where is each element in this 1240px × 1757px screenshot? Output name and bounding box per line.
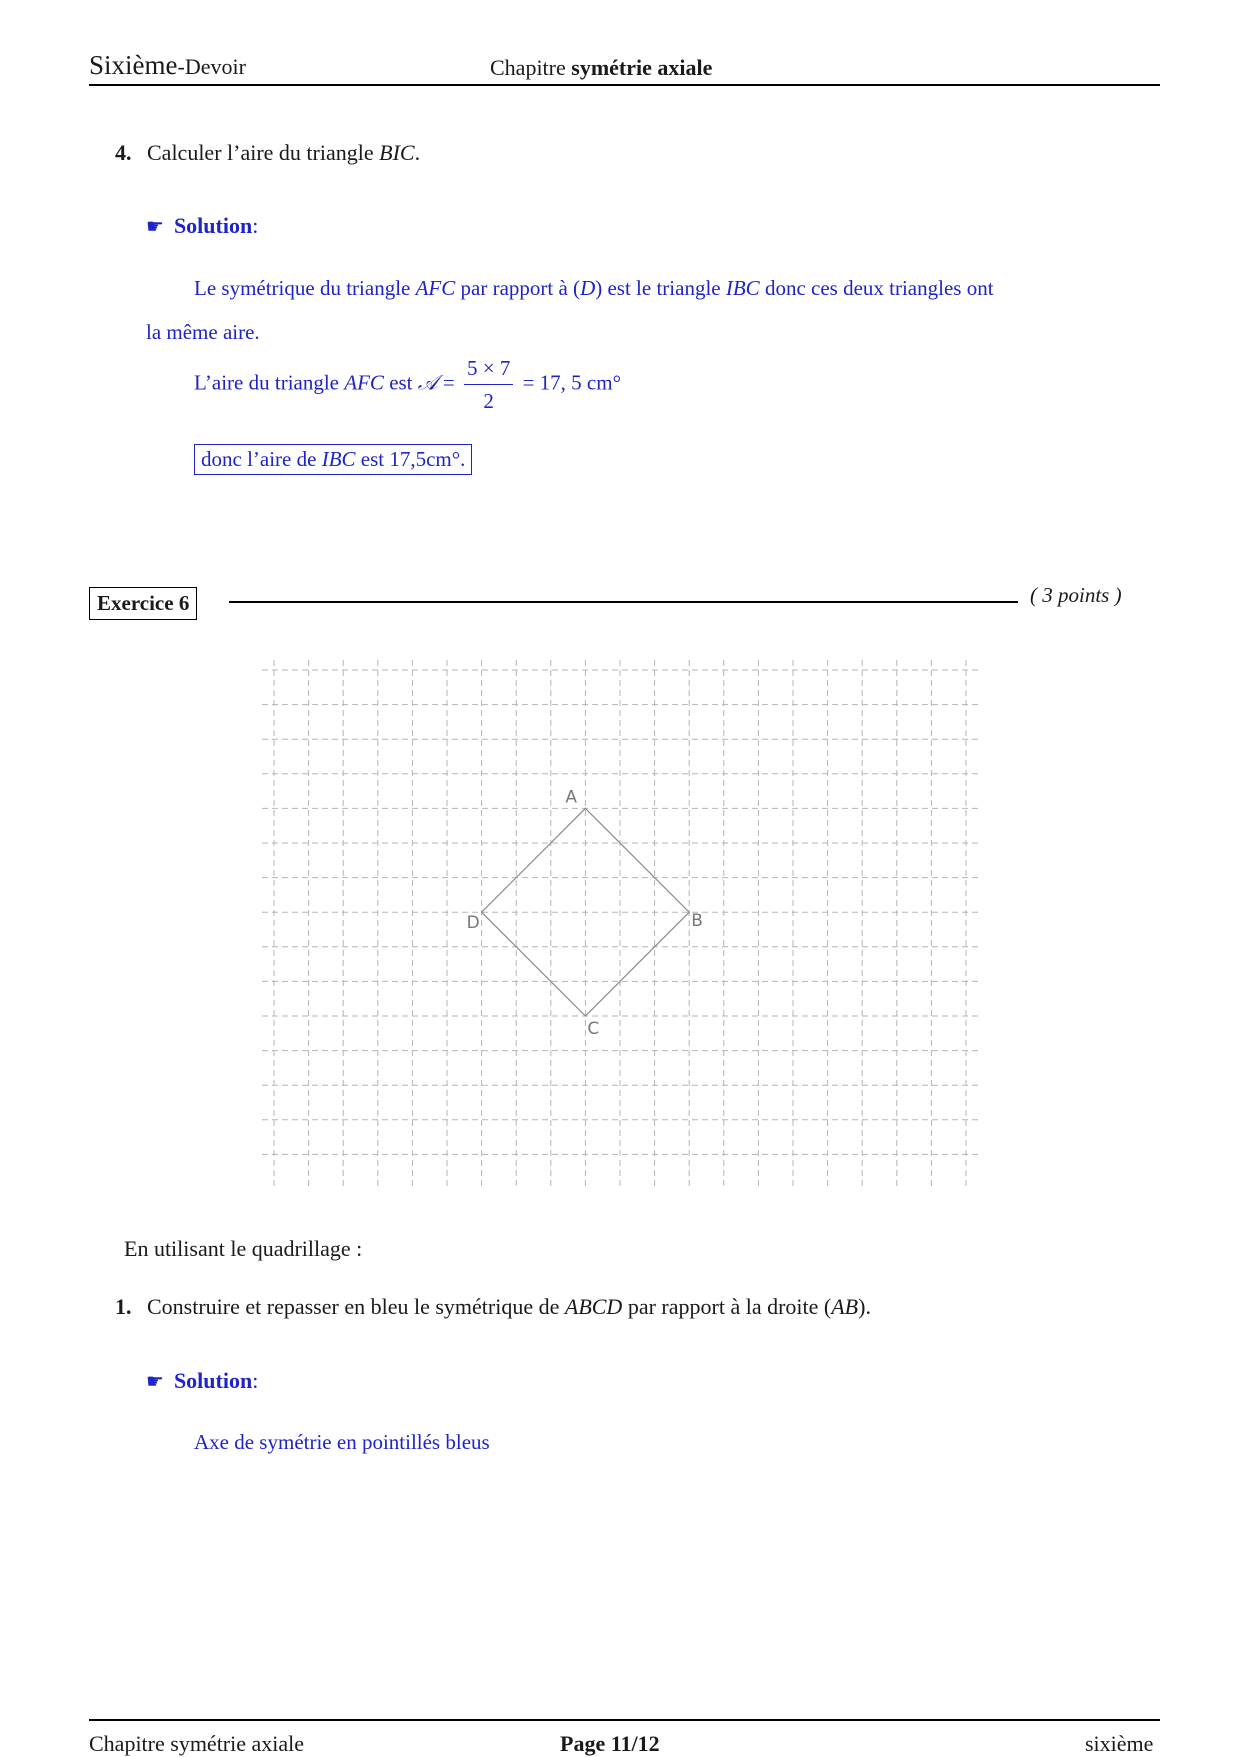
area-formula — [194, 354, 621, 415]
text: Le symétrique du triangle — [194, 276, 416, 300]
math-bic: BIC — [379, 140, 415, 165]
question-number: 4. — [115, 140, 132, 165]
text: = 17, 5 cm° — [517, 370, 621, 395]
exercise-rule — [229, 601, 1018, 603]
math-ab: AB — [831, 1294, 859, 1319]
label-a: A — [565, 787, 578, 808]
fraction — [464, 354, 513, 415]
header-type: -Devoir — [177, 54, 246, 79]
text: est 17,5cm°. — [355, 447, 466, 471]
text: par rapport à la droite ( — [622, 1294, 832, 1319]
intro-text: En utilisant le quadrillage : — [124, 1236, 363, 1261]
text: ). — [858, 1294, 871, 1319]
solution-label: Solution — [173, 1368, 253, 1393]
footer-right: sixième — [1085, 1731, 1154, 1756]
question-4 — [115, 140, 420, 166]
question-period: . — [414, 140, 421, 165]
footer-left: Chapitre symétrie axiale — [89, 1731, 305, 1756]
header-left — [89, 50, 246, 81]
dashed-grid — [262, 660, 980, 1190]
solution-paragraph-1-cont: la même aire. — [146, 320, 260, 344]
math-d: D — [580, 276, 596, 300]
math-area-symbol: 𝒜 — [417, 370, 438, 395]
fraction-numerator: 5 × 7 — [464, 354, 513, 385]
text: ) est le triangle — [595, 276, 726, 300]
text: Construire et repasser en bleu le symétrique de — [147, 1294, 565, 1319]
pointing-hand-icon: ☛ — [146, 1371, 164, 1393]
solution-colon: : — [252, 213, 259, 238]
exercise-points: ( 3 points ) — [1030, 583, 1122, 607]
text: L’aire du triangle — [194, 370, 345, 395]
label-d: D — [466, 913, 480, 934]
question-number: 1. — [115, 1294, 132, 1319]
math-ibc: IBC — [725, 276, 760, 300]
footer-rule — [89, 1719, 1160, 1721]
math-afc: AFC — [415, 276, 456, 300]
header-class: Sixième — [89, 50, 178, 80]
text: donc ces deux triangles ont — [759, 276, 994, 300]
boxed-answer — [194, 444, 472, 475]
math-ibc: IBC — [321, 447, 356, 471]
pointing-hand-icon: ☛ — [146, 216, 164, 238]
text: donc l’aire de — [201, 447, 322, 471]
fraction-denominator: 2 — [483, 389, 494, 413]
exercise-title: Exercice 6 — [89, 587, 197, 620]
header-center — [490, 55, 712, 81]
label-c: C — [587, 1019, 600, 1039]
text: est — [383, 370, 418, 395]
footer-page-number: Page 11/12 — [560, 1731, 660, 1756]
solution-paragraph-1 — [194, 274, 994, 302]
math-abcd: ABCD — [564, 1294, 623, 1319]
label-b: B — [691, 911, 703, 932]
equals: = — [437, 370, 460, 395]
question-text: Calculer l’aire du triangle — [147, 140, 380, 165]
solution-text-q1: Axe de symétrie en pointillés bleus — [194, 1430, 490, 1454]
math-afc: AFC — [344, 370, 384, 395]
header-chapter-prefix: Chapitre — [490, 55, 572, 80]
solution-colon: : — [252, 1368, 259, 1393]
header-chapter-title: symétrie axiale — [571, 55, 713, 80]
grid-figure — [258, 660, 988, 1190]
text: par rapport à ( — [455, 276, 581, 300]
solution-heading-q4 — [146, 213, 258, 239]
header-rule — [89, 84, 1160, 86]
question-1 — [115, 1294, 871, 1320]
solution-label: Solution — [173, 213, 253, 238]
solution-heading-q1 — [146, 1368, 258, 1394]
